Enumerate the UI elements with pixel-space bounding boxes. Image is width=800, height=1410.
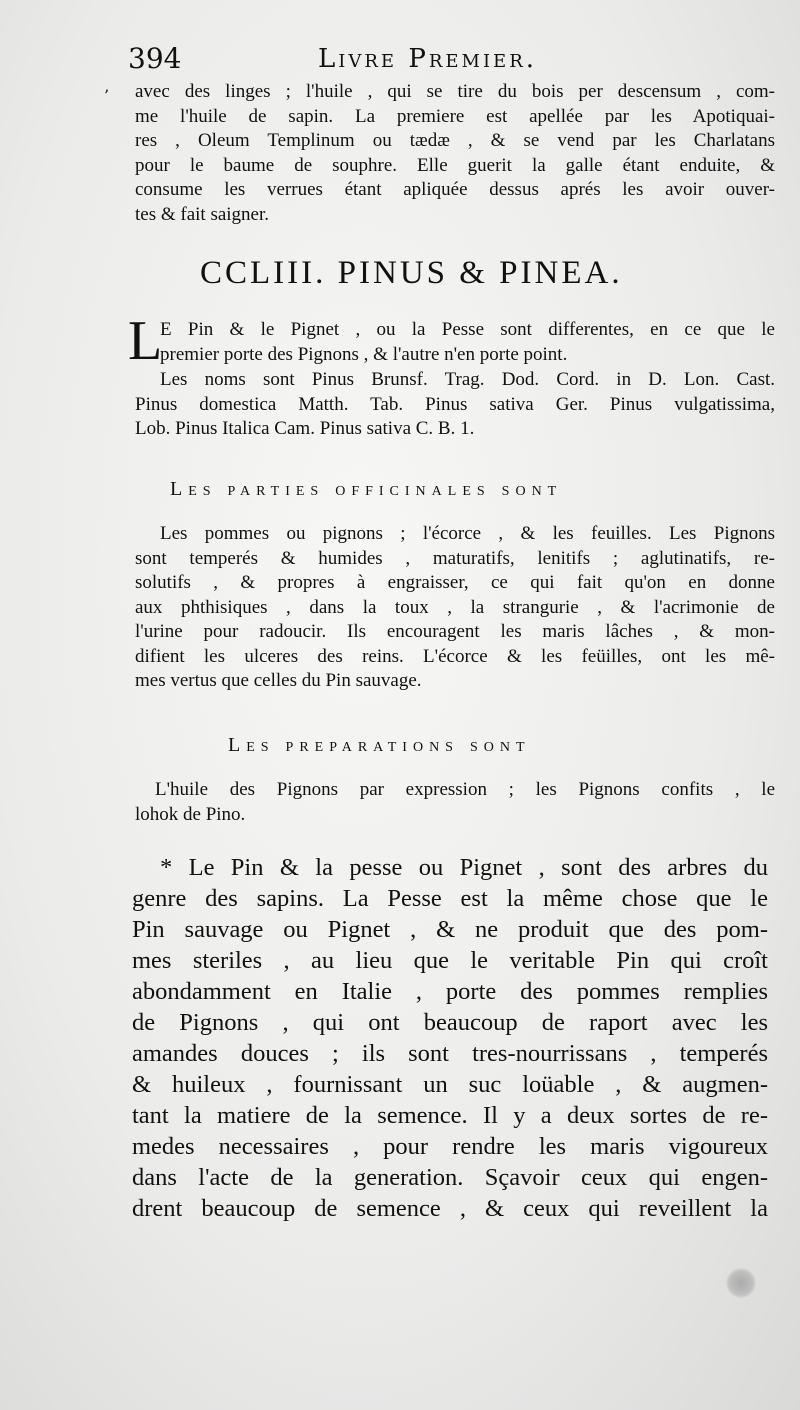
- commentary-paragraph: [132, 852, 768, 1224]
- text-line: dans l'acte de la generation. Sçavoir ceux qui engen-: [132, 1164, 768, 1191]
- text-line: me l'huile de sapin. La premiere est apellée par les Apotiquai-: [135, 105, 775, 127]
- margin-mark: ’: [104, 86, 110, 105]
- text-line: drent beaucoup de semence , & ceux qui reveillent la: [132, 1195, 768, 1222]
- page-number: 394: [128, 42, 182, 75]
- text-line: Les pommes ou pignons ; l'écorce , & les feuilles. Les Pignons: [160, 523, 775, 544]
- text-line: mes steriles , au lieu que le veritable Pin qui croît: [132, 947, 768, 974]
- text-line: Pinus domestica Matth. Tab. Pinus sativa Ger. Pinus vulgatissima,: [135, 393, 775, 415]
- intro-names: [135, 368, 775, 442]
- text-line: premier porte des Pignons , & l'autre n'en porte point.: [160, 343, 568, 365]
- ink-smudge: [726, 1268, 756, 1298]
- text-line: difient les ulceres des reins. L'écorce & les feüilles, ont les mê-: [135, 645, 775, 667]
- intro-paragraph-start: [160, 318, 775, 367]
- running-head: Livre Premier.: [318, 44, 538, 74]
- text-line: aux phthisiques , dans la toux , la strangurie , & l'acrimonie de: [135, 596, 775, 618]
- text-line: avec des linges ; l'huile , qui se tire du bois per descensum , com-: [135, 81, 775, 102]
- text-line: consume les verrues étant apliquée dessus aprés les avoir ouver-: [135, 179, 775, 200]
- text-line: solutifs , & propres à engraisser, ce qui fait qu'on en donne: [135, 572, 775, 593]
- text-line: E Pin & le Pignet , ou la Pesse sont differentes, en ce que le: [160, 319, 775, 340]
- text-line: pour le baume de souphre. Elle guerit la galle étant enduite, &: [135, 154, 775, 176]
- drop-cap: L: [128, 310, 163, 372]
- text-line: l'urine pour radoucir. Ils encouragent les maris lâches , & mon-: [135, 621, 775, 642]
- text-line: medes necessaires , pour rendre les maris vigoureux: [132, 1133, 768, 1160]
- text-line: & huileux , fournissant un suc loüable , & augmen-: [132, 1071, 768, 1098]
- page-header: [128, 40, 618, 80]
- text-line: genre des sapins. La Pesse est la même chose que le: [132, 885, 768, 912]
- section-heading: Les parties officinales sont: [170, 478, 563, 500]
- section-heading: Les preparations sont: [228, 734, 531, 756]
- text-line: mes vertus que celles du Pin sauvage.: [135, 670, 422, 691]
- top-paragraph: [135, 80, 775, 227]
- text-line: Pin sauvage ou Pignet , & ne produit que des pom-: [132, 916, 768, 943]
- text-line: tant la matiere de la semence. Il y a deux sortes de re-: [132, 1102, 768, 1129]
- section1-paragraph: [135, 522, 775, 694]
- text-line: Lob. Pinus Italica Cam. Pinus sativa C. B. 1.: [135, 418, 475, 439]
- text-line: de Pignons , qui ont beaucoup de raport avec les: [132, 1009, 768, 1036]
- text-line: Les noms sont Pinus Brunsf. Trag. Dod. Cord. in D. Lon. Cast.: [160, 369, 775, 390]
- text-line: * Le Pin & la pesse ou Pignet , sont des arbres du: [160, 854, 768, 881]
- text-line: abondamment en Italie , porte des pommes remplies: [132, 978, 768, 1005]
- section2-paragraph: [135, 778, 775, 827]
- chapter-title: CCLIII. PINUS & PINEA.: [200, 255, 623, 291]
- text-line: sont temperés & humides , maturatifs, lenitifs ; aglutinatifs, re-: [135, 547, 775, 569]
- text-line: tes & fait saigner.: [135, 203, 270, 225]
- text-line: res , Oleum Templinum ou tædæ , & se vend par les Charlatans: [135, 130, 775, 151]
- text-line: lohok de Pino.: [135, 803, 246, 825]
- text-line: amandes douces ; ils sont tres-nourrissans , temperés: [132, 1040, 768, 1067]
- text-line: L'huile des Pignons par expression ; les Pignons confits , le: [155, 779, 775, 800]
